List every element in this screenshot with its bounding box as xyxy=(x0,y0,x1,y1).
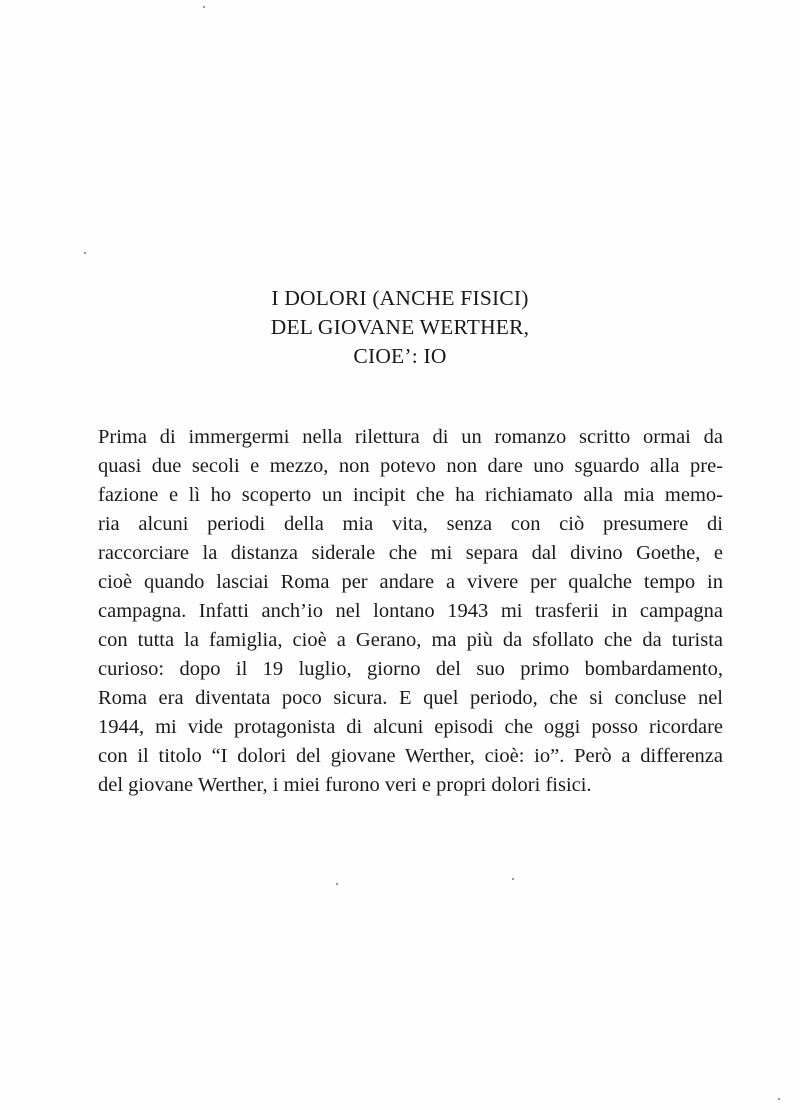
paragraph-line: fazione e lì ho scoperto un incipit che ha richiamato alla mia memo- xyxy=(98,484,723,506)
scan-speck xyxy=(336,883,338,885)
scan-speck xyxy=(203,6,205,8)
scan-speck xyxy=(512,878,514,880)
paragraph-line: cioè quando lasciai Roma per andare a vivere per qualche tempo in xyxy=(98,571,723,593)
paragraph-line: Roma era diventata poco sicura. E quel periodo, che si concluse nel xyxy=(98,687,723,709)
paragraph-line: Prima di immergermi nella rilettura di un romanzo scritto ormai da xyxy=(98,426,723,448)
paragraph-line: curioso: dopo il 19 luglio, giorno del suo primo bombardamento, xyxy=(98,658,723,680)
chapter-title xyxy=(0,284,800,371)
body-paragraph xyxy=(98,423,723,800)
paragraph-line: con il titolo “I dolori del giovane Werther, cioè: io”. Però a differenza xyxy=(98,745,723,767)
paragraph-line: con tutta la famiglia, cioè a Gerano, ma più da sfollato che da turista xyxy=(98,629,723,651)
paragraph-line: del giovane Werther, i miei furono veri e propri dolori fisici. xyxy=(98,774,592,796)
chapter-title-line: I DOLORI (ANCHE FISICI) xyxy=(271,286,529,310)
chapter-title-line: DEL GIOVANE WERTHER, xyxy=(270,315,530,339)
paragraph-line: raccorciare la distanza siderale che mi separa dal divino Goethe, e xyxy=(98,542,723,564)
chapter-title-line: CIOE’: IO xyxy=(353,344,447,368)
scan-speck xyxy=(778,1098,780,1100)
paragraph-line: ria alcuni periodi della mia vita, senza con ciò presumere di xyxy=(98,513,723,535)
paragraph-line: 1944, mi vide protagonista di alcuni episodi che oggi posso ricordare xyxy=(98,716,723,738)
paragraph-line: campagna. Infatti anch’io nel lontano 1943 mi trasferii in campagna xyxy=(98,600,723,622)
paragraph-line: quasi due secoli e mezzo, non potevo non dare uno sguardo alla pre- xyxy=(98,455,723,477)
scan-speck xyxy=(84,252,86,254)
